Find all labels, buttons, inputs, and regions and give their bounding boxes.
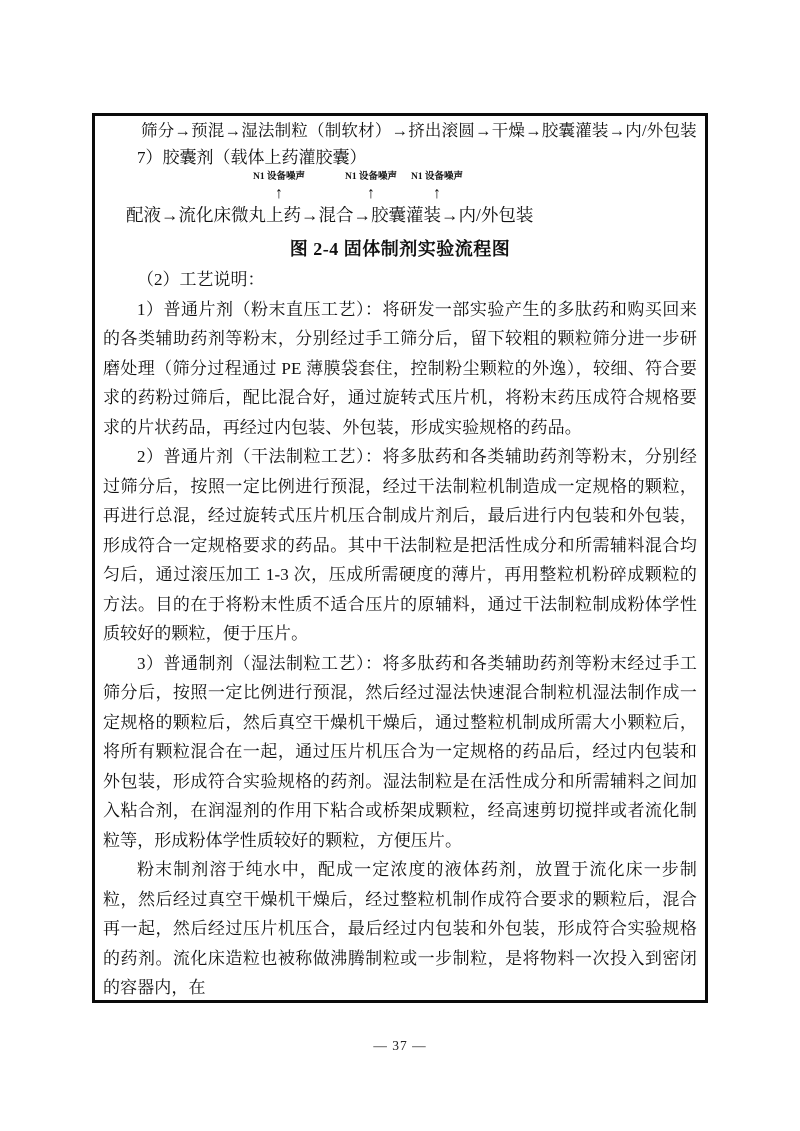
noise-annotation xyxy=(253,171,305,203)
noise-annotation-row xyxy=(103,171,697,205)
page-border-frame xyxy=(92,113,708,1003)
body-paragraph: 粉末制剂溶于纯水中，配成一定浓度的液体药剂，放置于流化床一步制粒，然后经过真空干燥机干燥后，经过整粒机制作成符合要求的颗粒后，混合再一起，然后经过压片机压合，最后经过内包装和外包装，形成符合实验规格的药剂。流化床造粒也被称做沸腾制粒或一步制粒，是将物料一次投入到密闭的容器内，在 xyxy=(103,860,697,997)
flow-diagram-line-capsule: 配液→流化床微丸上药→混合→胶囊灌装→内/外包装 xyxy=(126,205,534,225)
page-number: — 37 — xyxy=(373,1038,427,1053)
list-item-7-heading: 7）胶囊剂（载体上药灌胶囊） xyxy=(137,148,367,167)
noise-label: N1 设备噪声 xyxy=(345,172,397,182)
noise-annotation xyxy=(345,171,397,203)
body-text-block xyxy=(103,265,697,1003)
body-paragraph: 2）普通片剂（干法制粒工艺）：将多肽药和各类辅助药剂等粉末，分别经过筛分后，按照一定比例进行预混，经过干法制粒机制造成一定规格的颗粒，再进行总混，经过旋转式压片机压合制成片剂后，最后进行内包装和外包装，形成符合一定规格要求的药品。其中干法制粒是把活性成分和所需辅料混合均匀后，通过滚压加工 1-3 次，压成所需硬度的薄片，再用整粒机粉碎成颗粒的方法。目的在于将粉末性质不适合压片的原辅料，通过干法制粒制成粉体学性质较好的颗粒，便于压片。 xyxy=(103,447,697,643)
flow-diagram-line-continuation: 筛分→预混→湿法制粒（制软材）→挤出滚圆→干燥→胶囊灌装→内/外包装 xyxy=(141,121,697,140)
noise-label: N1 设备噪声 xyxy=(411,172,463,182)
noise-label: N1 设备噪声 xyxy=(253,172,305,182)
up-arrow-icon: ↑ xyxy=(275,185,283,202)
up-arrow-icon: ↑ xyxy=(367,185,375,202)
noise-annotation xyxy=(411,171,463,203)
body-paragraph: 1）普通片剂（粉末直压工艺）：将研发一部实验产生的多肽药和购买回来的各类辅助药剂等粉末，分别经过手工筛分后，留下较粗的颗粒筛分进一步研磨处理（筛分过程通过 PE 薄膜袋套住，控制粉尘颗粒的外逸），较细、符合要求的药粉过筛后，配比混合好，通过旋转式压片机，将粉末药压成符合规格要求的片状药品，再经过内包装、外包装，形成实验规格的药品。 xyxy=(103,299,697,437)
figure-caption: 图 2-4 固体制剂实验流程图 xyxy=(289,239,511,259)
up-arrow-icon: ↑ xyxy=(433,185,441,202)
paragraph-list xyxy=(103,295,697,1003)
body-paragraph: 3）普通制剂（湿法制粒工艺）：将多肽药和各类辅助药剂等粉末经过手工筛分后，按照一定比例进行预混，然后经过湿法快速混合制粒机湿法制作成一定规格的颗粒后，然后真空干燥机干燥后，通过整粒机制成所需大小颗粒后，将所有颗粒混合在一起，通过压片机压合为一定规格的药品后，经过内包装和外包装，形成符合实验规格的药剂。湿法制粒是在活性成分和所需辅料之间加入粘合剂，在润湿剂的作用下粘合或桥架成颗粒，经高速剪切搅拌或者流化制粒等，形成粉体学性质较好的颗粒，方便压片。 xyxy=(103,653,697,850)
section-heading: （2）工艺说明： xyxy=(137,270,265,289)
